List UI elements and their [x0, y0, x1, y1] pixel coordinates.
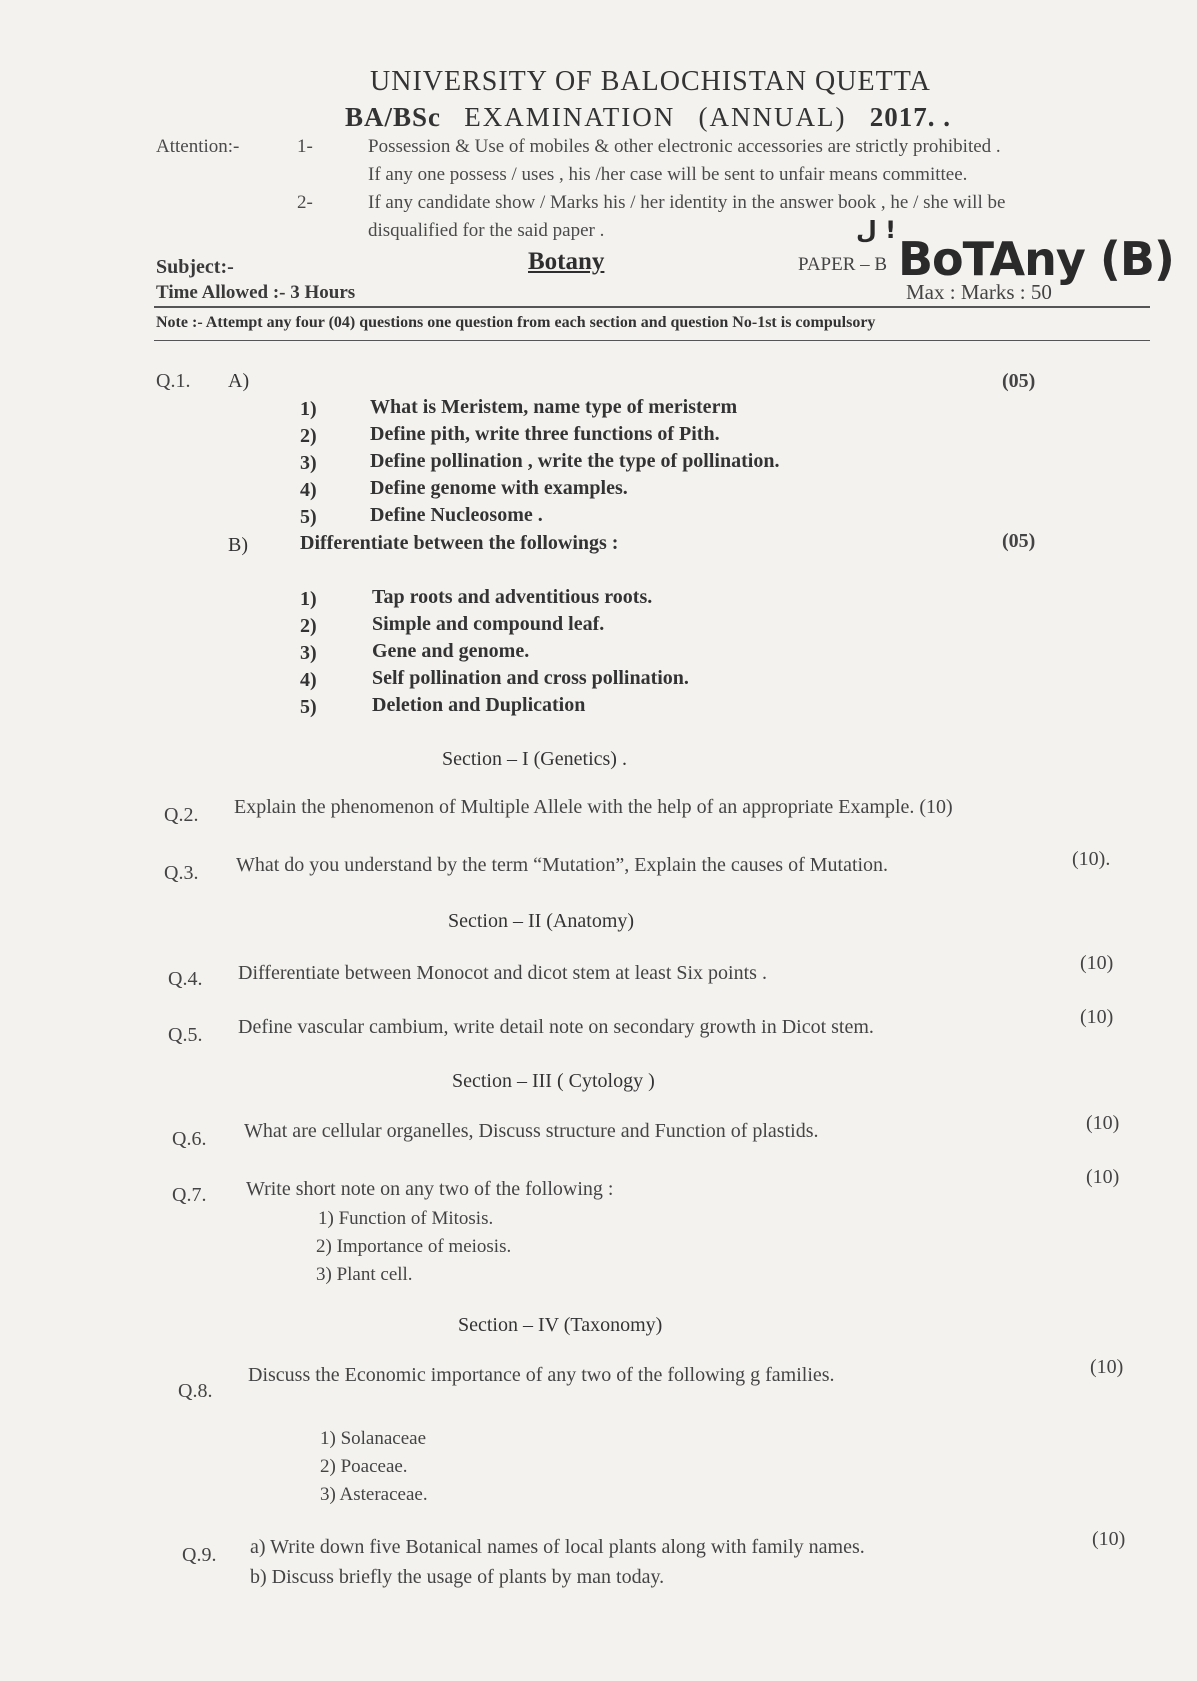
q1a-item-4: Define genome with examples. — [370, 477, 628, 499]
handwritten-subject: BoTAny (B) — [898, 232, 1174, 286]
university-title: UNIVERSITY OF BALOCHISTAN QUETTA — [370, 66, 931, 97]
exam-label: EXAMINATION — [464, 102, 676, 132]
attention-2-line1: If any candidate show / Marks his / her identity in the answer book , he / she will be — [368, 192, 1006, 213]
q8-item-2: 2) Poaceae. — [320, 1456, 408, 1477]
instructions-note: Note :- Attempt any four (04) questions one question from each section and question No-1st is compulsory — [156, 314, 876, 331]
q8-marks: (10) — [1090, 1356, 1124, 1378]
q1b-item-2: Simple and compound leaf. — [372, 613, 605, 635]
q1b-item-3: Gene and genome. — [372, 640, 530, 662]
q6-marks: (10) — [1086, 1112, 1120, 1134]
q7-item-2: 2) Importance of meiosis. — [316, 1236, 512, 1257]
q1a-item-2: Define pith, write three functions of Pith. — [370, 423, 720, 445]
q6-label: Q.6. — [172, 1128, 207, 1150]
q2-text: Explain the phenomenon of Multiple Allele with the help of an appropriate Example. (10) — [234, 796, 953, 818]
q1a-item-3-num: 3) — [300, 452, 317, 474]
section-1-heading: Section – I (Genetics) . — [442, 748, 627, 770]
q5-label: Q.5. — [168, 1024, 203, 1046]
q7-marks: (10) — [1086, 1166, 1120, 1188]
q1a-item-4-num: 4) — [300, 479, 317, 501]
q8-label: Q.8. — [178, 1380, 213, 1402]
q1a-item-1: What is Meristem, name type of meristerm — [370, 396, 738, 418]
q7-item-1: 1) Function of Mitosis. — [318, 1208, 494, 1229]
q1-part-b-marks: (05) — [1002, 530, 1036, 552]
q1a-item-5: Define Nucleosome . — [370, 504, 543, 526]
q7-label: Q.7. — [172, 1184, 207, 1206]
q1-part-b-label: B) — [228, 534, 248, 556]
q1b-item-3-num: 3) — [300, 642, 317, 664]
attention-num-2: 2- — [297, 192, 313, 213]
q9-text-b: b) Discuss briefly the usage of plants by man today. — [250, 1566, 665, 1588]
handwritten-mark: ل ! — [856, 216, 897, 244]
attention-label: Attention:- — [156, 136, 240, 157]
q5-marks: (10) — [1080, 1006, 1114, 1028]
q1a-item-5-num: 5) — [300, 506, 317, 528]
header-rule — [154, 306, 1150, 308]
q8-text: Discuss the Economic importance of any two of the following g families. — [248, 1364, 835, 1386]
q1-label: Q.1. — [156, 370, 191, 392]
attention-1-line2: If any one possess / uses , his /her case will be sent to unfair means committee. — [368, 164, 968, 185]
max-marks: Max : Marks : 50 — [906, 280, 1052, 304]
q1-part-a-marks: (05) — [1002, 370, 1036, 392]
q9-marks: (10) — [1092, 1528, 1126, 1550]
degree: BA/BSc — [345, 102, 442, 132]
attention-num-1: 1- — [297, 136, 313, 157]
q4-marks: (10) — [1080, 952, 1114, 974]
exam-type: (ANNUAL) — [698, 102, 847, 132]
q1b-item-1: Tap roots and adventitious roots. — [372, 586, 653, 608]
exam-year: 2017. . — [869, 102, 951, 132]
q1a-item-3: Define pollination , write the type of pollination. — [370, 450, 780, 472]
q1b-item-2-num: 2) — [300, 615, 317, 637]
q5-text: Define vascular cambium, write detail note on secondary growth in Dicot stem. — [238, 1016, 874, 1038]
q7-item-3: 3) Plant cell. — [316, 1264, 413, 1285]
q3-text: What do you understand by the term “Mutation”, Explain the causes of Mutation. — [236, 854, 889, 876]
attention-1-line1: Possession & Use of mobiles & other electronic accessories are strictly prohibited . — [368, 136, 1001, 157]
q4-label: Q.4. — [168, 968, 203, 990]
section-4-heading: Section – IV (Taxonomy) — [458, 1314, 663, 1336]
q3-label: Q.3. — [164, 862, 199, 884]
q4-text: Differentiate between Monocot and dicot stem at least Six points . — [238, 962, 767, 984]
q9-label: Q.9. — [182, 1544, 217, 1566]
exam-title — [345, 102, 951, 133]
q1a-item-2-num: 2) — [300, 425, 317, 447]
q1-part-b-title: Differentiate between the followings : — [300, 532, 619, 554]
q1b-item-5-num: 5) — [300, 696, 317, 718]
note-rule — [154, 340, 1150, 341]
time-allowed: Time Allowed :- 3 Hours — [156, 282, 356, 303]
q1b-item-1-num: 1) — [300, 588, 317, 610]
q1b-item-4-num: 4) — [300, 669, 317, 691]
q7-text: Write short note on any two of the following : — [246, 1178, 614, 1200]
q1a-item-1-num: 1) — [300, 398, 317, 420]
q1-part-a-label: A) — [228, 370, 250, 392]
q1b-item-5: Deletion and Duplication — [372, 694, 586, 716]
q8-item-1: 1) Solanaceae — [320, 1428, 427, 1449]
section-3-heading: Section – III ( Cytology ) — [452, 1070, 655, 1092]
q2-label: Q.2. — [164, 804, 199, 826]
paper-label: PAPER – B — [798, 254, 888, 275]
q8-item-3: 3) Asteraceae. — [320, 1484, 428, 1505]
q3-marks: (10). — [1072, 848, 1111, 870]
attention-2-line2: disqualified for the said paper . — [368, 220, 605, 241]
subject-name: Botany — [528, 248, 605, 275]
subject-label: Subject:- — [156, 256, 234, 278]
q1b-item-4: Self pollination and cross pollination. — [372, 667, 689, 689]
q6-text: What are cellular organelles, Discuss structure and Function of plastids. — [244, 1120, 819, 1142]
q9-text-a: a) Write down five Botanical names of local plants along with family names. — [250, 1536, 865, 1558]
section-2-heading: Section – II (Anatomy) — [448, 910, 635, 932]
